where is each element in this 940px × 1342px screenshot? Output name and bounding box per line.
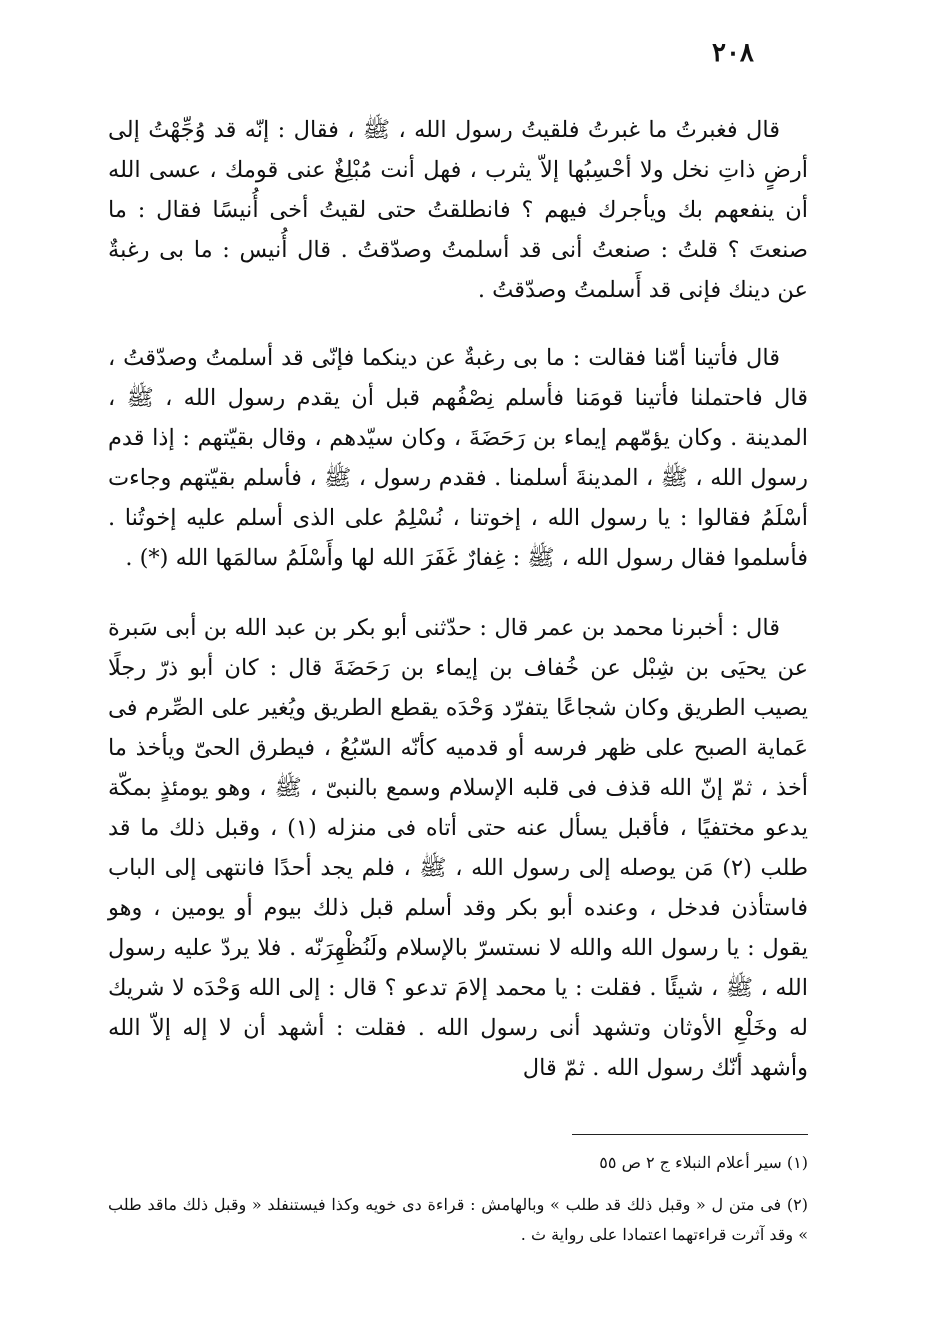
page-number: ٢٠٨	[712, 38, 754, 68]
footnote: (١) سير أعلام النبلاء ج ٢ ص ٥٥	[599, 1153, 808, 1172]
main-text	[108, 110, 808, 1088]
footnotes	[108, 1148, 808, 1250]
footnote: (٢) فى متن ل « وقبل ذلك قد طلب » وبالهامش : قراءة دى خويه وكذا فيستنفلد « وقبل ذلك ماقد طلب » وقد آثرت قراءتهما اعتمادا على رواية ث .	[108, 1195, 808, 1244]
paragraph: قال فأتينا أمّنا فقالت : ما بى رغبةٌ عن دينكما فإنّى قد أسلمتُ وصدّقتُ ، قال فاحتملنا فأتينا قومَنا فأسلم نِصْفُهم قبل أن يقدم رسول الله ، ﷺ ، المدينة . وكان يؤمّهم إيماء بن رَحَضَةَ ، وكان سيّدهم ، وقال بقيّتهم : إذا قدم رسول الله ، ﷺ ، المدينةَ أسلمنا . فقدم رسول ، ﷺ ، فأسلم بقيّتهم وجاءت أسْلَمُ فقالوا : يا رسول الله ، إخوتنا ، نُسْلِمُ على الذى أسلم عليه إخوتُنا . فأسلموا فقال رسول الله ، ﷺ : غِفارٌ غَفَرَ الله لها وأَسْلَمُ سالمَها الله (*) .	[108, 345, 808, 571]
footnote-separator	[572, 1134, 808, 1135]
paragraph: قال فغبرتُ ما غبرتُ فلقيتُ رسول الله ، ﷺ ، فقال : إنّه قد وُجِّهْتُ إلى أرضٍ ذاتِ نخل ولا أحْسِبُها إلاّ يثرب ، فهل أنت مُبْلِغٌ عنى قومك ، عسى الله أن ينفعهم بك ويأجرك فيهم ؟ فانطلقتُ حتى لقيتُ أخى أُنيسًا فقال : ما صنعتَ ؟ قلتُ : صنعتُ أنى قد أسلمتُ وصدّقتُ . قال أُنيس : ما بى رغبةٌ عن دينك فإنى قد أَسلمتُ وصدّقتُ .	[108, 117, 808, 303]
paragraph: قال : أخبرنا محمد بن عمر قال : حدّثنى أبو بكر بن عبد الله بن أبى سَبرة عن يحيَى بن شِبْل عن خُفاف بن إيماء بن رَحَضَةَ قال : كان أبو ذرّ رجلًا يصيب الطريق وكان شجاعًا يتفرّد وَحْدَه يقطع الطريق ويُغير على الصِّرم فى عَماية الصبح على ظهر فرسه أو قدميه كأنّه السّبُعُ ، فيطرق الحىّ ويأخذ ما أخذ ، ثمّ إنّ الله قذف فى قلبه الإسلام وسمع بالنبىّ ، ﷺ ، وهو يومئذٍ بمكّة يدعو مختفيًا ، فأقبل يسأل عنه حتى أتاه فى منزله (١) ، وقبل ذلك ما قد طلب (٢) مَن يوصله إلى رسول الله ، ﷺ ، فلم يجد أحدًا فانتهى إلى الباب فاستأذن فدخل ، وعنده أبو بكر وقد أسلم قبل ذلك بيوم أو يومين ، وهو يقول : يا رسول الله والله لا نستسرّ بالإسلام ولَنُظْهِرَنّه . فلا يردّ عليه رسول الله ، ﷺ ، شيئًا . فقلت : يا محمد إلامَ تدعو ؟ قال : إلى الله وَحْدَه لا شريك له وخَلْعِ الأوثان وتشهد أنى رسول الله . فقلت : أشهد أن لا إله إلاّ الله وأشهد أنّك رسول الله . ثمّ قال	[108, 615, 808, 1081]
